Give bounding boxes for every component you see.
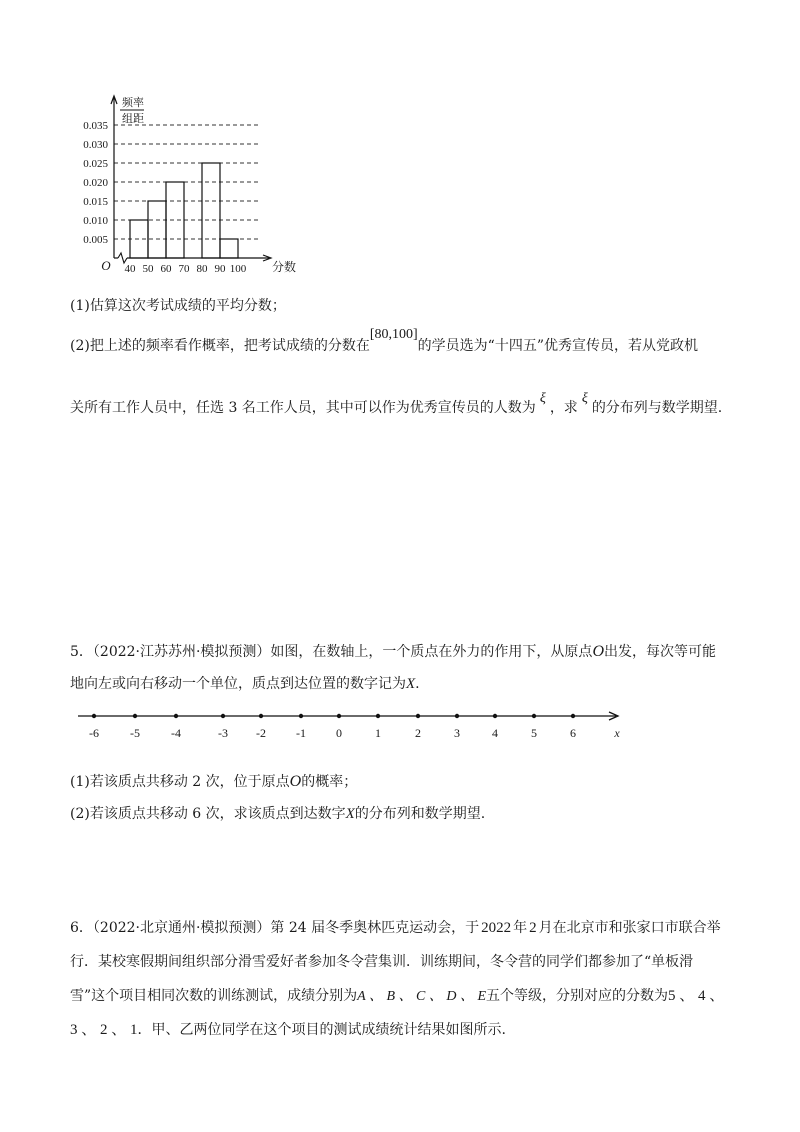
q6-month: 2 [529, 920, 537, 936]
x-tick-label: 90 [214, 263, 226, 275]
origin-label: O [101, 258, 111, 273]
number-line-label: 3 [454, 726, 460, 740]
number-line-point [174, 714, 178, 718]
q5-text-d: . [415, 676, 420, 692]
number-line-label: 0 [336, 726, 342, 740]
number-line-label: -3 [218, 726, 228, 740]
axis-break-icon [118, 253, 127, 263]
q4-xi-1: ξ [539, 391, 546, 406]
q6-text-a: 6．（2022·北京通州·模拟预测）第 24 届冬季奥林匹克运动会，于 [70, 920, 480, 936]
number-line-point [221, 714, 225, 718]
q6-text-f: ．甲、乙两位同学在这个项目的测试成绩统计结果如图所示. [137, 1022, 506, 1038]
number-line-point [337, 714, 341, 718]
q4-part2-text-c: 关所有工作人员中，任选 3 名工作人员，其中可以作为优秀宣传员的人数为 [70, 400, 536, 416]
y-tick-label: 0.020 [83, 177, 108, 189]
y-tick-label: 0.010 [83, 215, 108, 227]
number-line-point [532, 714, 536, 718]
q4-part2-text-a: (2)把上述的频率看作概率，把考试成绩的分数在 [70, 338, 370, 354]
q4-part1: (1)估算这次考试成绩的平均分数； [70, 298, 286, 314]
number-line-label: 5 [531, 726, 537, 740]
y-label-top: 频率 [122, 97, 144, 109]
number-line-point [416, 714, 420, 718]
q6-scores-b: 3 、 2 、 1 [70, 1022, 138, 1038]
x-axis-label: 分数 [271, 260, 297, 274]
histogram-bar [166, 182, 184, 258]
q6-line1 [70, 918, 721, 938]
histogram-bar [148, 201, 166, 258]
frequency-histogram [70, 92, 300, 282]
q5-text-b: 出发，每次等可能 [604, 644, 716, 660]
q4-part2-line2 [70, 391, 723, 419]
x-tick-label: 60 [160, 263, 172, 275]
q5-text-c: 地向左或向右移动一个单位，质点到达位置的数字记为 [70, 676, 406, 692]
q5-part2-text-a: (2)若该质点共移动 6 次，求该质点到达数字 [70, 806, 346, 822]
number-line-label: 6 [570, 726, 576, 740]
x-tick-label: 100 [229, 263, 247, 275]
x-tick-label: 70 [178, 263, 190, 275]
x-tick-label: 80 [196, 263, 208, 275]
number-line-label: -1 [296, 726, 306, 740]
q5-line1 [70, 642, 716, 662]
q4-part2-text-d: ，求 [549, 400, 578, 416]
q6-line3 [70, 986, 724, 1007]
y-tick-label: 0.025 [83, 158, 108, 170]
q5-part1-text-a: (1)若该质点共移动 2 次，位于原点 [70, 774, 290, 790]
number-line-point [133, 714, 137, 718]
q6-text-d: 雪”这个项目相同次数的训练测试，成绩分别为 [70, 988, 358, 1004]
y-tick-label: 0.015 [83, 196, 108, 208]
x-tick-label: 40 [124, 263, 136, 275]
number-line-label: -4 [171, 726, 181, 740]
number-line-point [259, 714, 263, 718]
number-line-label: 2 [415, 726, 421, 740]
y-tick-label: 0.005 [83, 234, 108, 246]
q5-part1 [70, 772, 357, 792]
q5-part1-text-b: 的概率； [301, 774, 358, 790]
q5-text-a: 5．（2022·江苏苏州·模拟预测）如图，在数轴上，一个质点在外力的作用下，从原点 [70, 644, 593, 660]
y-tick-label: 0.035 [83, 120, 108, 132]
histogram-bar [202, 163, 220, 258]
number-line-label: -6 [89, 726, 99, 740]
number-line-label: -5 [130, 726, 140, 740]
number-line-label: 4 [492, 726, 498, 740]
q4-part2-text-e: 的分布列与数学期望. [591, 400, 723, 416]
number-line-point [92, 714, 96, 718]
q5-part1-O: O [289, 773, 302, 790]
q5-part2 [70, 804, 485, 824]
number-line-label: -2 [256, 726, 266, 740]
q6-text-b: 年 [513, 920, 528, 936]
q6-scores-a: 5 、 4 、 [668, 988, 725, 1004]
number-line-point [376, 714, 380, 718]
y-tick-label: 0.030 [83, 139, 108, 151]
q6-grades: A 、 B 、 C 、 D 、 E [357, 989, 487, 1004]
number-line-point [299, 714, 303, 718]
histogram-bar [220, 239, 238, 258]
q5-origin-O: O [592, 643, 604, 660]
q5-part2-text-b: 的分布列和数学期望. [354, 806, 486, 822]
q4-interval: [80,100] [369, 327, 418, 342]
q4-xi-2: ξ [581, 391, 588, 406]
q6-text-c: 月在北京市和张家口市联合举 [538, 920, 721, 936]
q4-part2-line1 [70, 327, 698, 357]
q5-part2-X: X [345, 806, 355, 822]
number-line-point [571, 714, 575, 718]
number-line [60, 705, 640, 745]
number-line-label: 1 [375, 726, 381, 740]
q5-line2 [70, 674, 420, 694]
q6-year: 2022 [481, 920, 512, 936]
q6-line2: 行．某校寒假期间组织部分滑雪爱好者参加冬令营集训．训练期间，冬令营的同学们都参加了“单板滑 [70, 954, 694, 970]
q6-text-e: 五个等级，分别对应的分数为 [486, 988, 669, 1004]
number-line-point [455, 714, 459, 718]
number-line-axis-label: x [614, 726, 620, 740]
number-line-point [493, 714, 497, 718]
q4-part2-text-b: 的学员选为“十四五”优秀宣传员，若从党政机 [417, 338, 698, 354]
x-tick-label: 50 [142, 263, 154, 275]
y-label-bottom: 组距 [122, 113, 144, 125]
q5-var-X: X [406, 676, 416, 692]
q6-line4 [70, 1020, 506, 1040]
